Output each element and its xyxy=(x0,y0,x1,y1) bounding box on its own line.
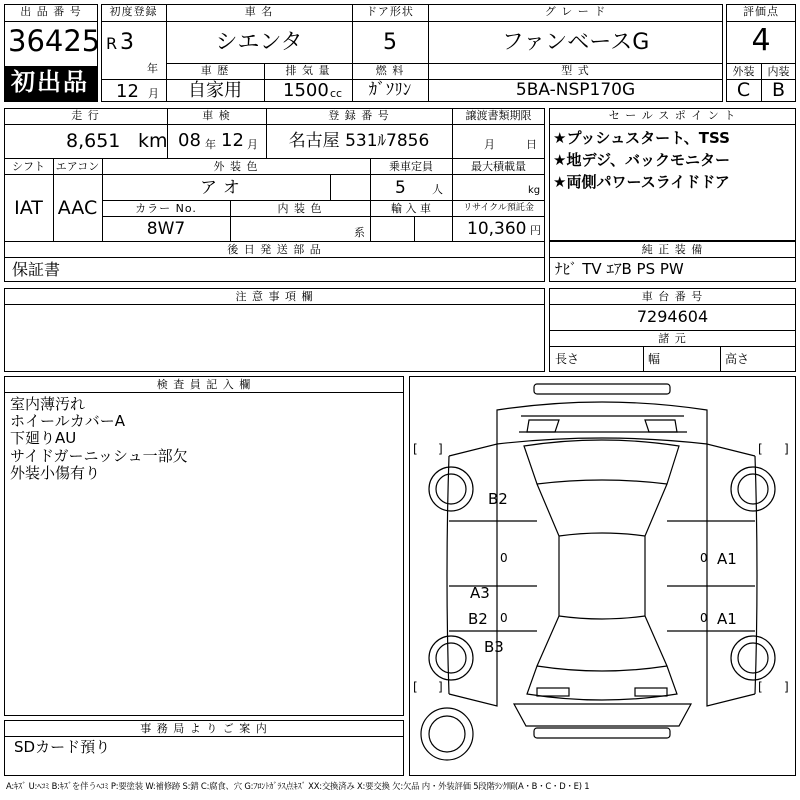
plate-label: 登 録 番 号 xyxy=(328,109,390,122)
legend: A:ｷｽﾞ U:ﾍｺﾐ B:ｷｽﾞを伴うﾍｺﾐ P:要塗装 W:補修跡 S:錆 C:腐食、穴 G:ﾌﾛﾝﾄｶﾞﾗｽ点ｷｽﾞ XX:交換済み X:要交換 欠:欠品 内・外装評価 5段階ﾗﾝｸ順(A・B・C・D・E) 1 xyxy=(6,781,590,791)
mark-b2-top: B2 xyxy=(488,490,508,508)
fuel-label: 燃 料 xyxy=(375,64,405,77)
doors: 5 xyxy=(383,30,397,55)
car-name: シエンタ xyxy=(215,30,303,55)
score-label: 評価点 xyxy=(743,5,779,18)
chassis-number: 7294604 xyxy=(636,307,709,326)
reg-year: 3 xyxy=(120,30,134,55)
mark-b3: B3 xyxy=(484,638,504,656)
dims-label: 諸 元 xyxy=(658,332,687,345)
zero-left-upper: 0 xyxy=(500,551,508,565)
equipment-label: 純 正 装 備 xyxy=(641,243,704,256)
mileage-unit: km xyxy=(138,130,168,152)
color-no-label: カラー No. xyxy=(135,202,197,215)
ext-color: アオ xyxy=(200,178,246,198)
inspector-line-2: ホイールカバーA xyxy=(10,412,125,430)
inspector-label: 検 査 員 記 入 欄 xyxy=(156,378,252,391)
inspector-line-3: 下廻りAU xyxy=(10,429,77,447)
inspection-year: 08 xyxy=(178,130,201,151)
bracket-right-open-low: [ xyxy=(758,680,763,694)
bracket-right-close-low: ] xyxy=(784,680,789,694)
int-color-label: 内 装 色 xyxy=(277,202,323,215)
inspection-month: 12 xyxy=(221,130,244,151)
year-unit: 年 xyxy=(147,62,158,75)
length-label: 長さ xyxy=(555,352,580,366)
model-label: 型 式 xyxy=(561,64,590,77)
sales-point-2: ★地デジ、バックモニター xyxy=(553,151,730,169)
month-unit: 月 xyxy=(148,87,159,100)
bracket-right-open: [ xyxy=(758,442,763,456)
width-label: 幅 xyxy=(648,352,661,366)
chassis-label: 車 台 番 号 xyxy=(641,290,704,303)
interior-label: 内装 xyxy=(767,65,790,78)
recycle-amount: 10,360 xyxy=(467,219,527,239)
zero-left-lower: 0 xyxy=(500,611,508,625)
exterior-label: 外装 xyxy=(732,65,755,78)
transfer-label: 譲渡書類期限 xyxy=(465,109,532,122)
sales-points-label: セ ー ル ス ポ イ ン ト xyxy=(608,109,737,122)
displacement-unit: cc xyxy=(330,87,343,100)
transfer-day-unit: 日 xyxy=(526,138,537,151)
plate: 名古屋 531ﾙ7856 xyxy=(288,131,430,151)
mark-a1-upper: A1 xyxy=(717,550,737,568)
first-reg-label: 初度登録 xyxy=(109,5,158,18)
recycle-label: リサイクル預託金 xyxy=(463,203,534,213)
car-diagram xyxy=(409,376,796,776)
int-color-unit: 系 xyxy=(354,226,365,239)
equipment-value: ﾅﾋﾞ TV ｴｱB PS PW xyxy=(555,260,684,278)
load-label: 最大積載量 xyxy=(471,160,526,173)
later-parts-label: 後 日 発 送 部 品 xyxy=(227,243,322,256)
zero-right-lower: 0 xyxy=(700,611,708,625)
fuel: ｶﾞｿﾘﾝ xyxy=(368,80,412,100)
first-listing-text: 初出品 xyxy=(11,68,89,96)
bracket-left-close: ] xyxy=(438,442,443,456)
exterior-score: C xyxy=(736,79,751,101)
mark-b2-bottom: B2 xyxy=(468,610,488,628)
height-label: 高さ xyxy=(725,352,750,366)
transfer-month-unit: 月 xyxy=(484,138,495,151)
inspector-line-1: 室内薄汚れ xyxy=(10,395,86,413)
office-message: SDカード預り xyxy=(14,738,111,756)
reg-month: 12 xyxy=(116,81,139,102)
bracket-right-close: ] xyxy=(784,442,789,456)
interior-score: B xyxy=(771,79,786,101)
zero-right-upper: 0 xyxy=(700,551,708,565)
bracket-left-open: [ xyxy=(413,442,418,456)
office-label: 事 務 局 よ り ご 案 内 xyxy=(140,722,268,735)
capacity-unit: 人 xyxy=(432,183,443,196)
inspector-line-4: サイドガーニッシュ一部欠 xyxy=(10,447,188,465)
inspection-month-unit: 月 xyxy=(247,138,258,151)
displacement-label: 排 気 量 xyxy=(285,64,331,77)
mark-a3: A3 xyxy=(470,584,490,602)
shift: IAT xyxy=(14,197,43,219)
later-parts: 保証書 xyxy=(12,260,61,279)
grade: ファンベースG xyxy=(501,30,650,55)
ext-color-label: 外 装 色 xyxy=(213,160,259,173)
mark-a1-lower: A1 xyxy=(717,610,737,628)
displacement: 1500 xyxy=(283,80,329,101)
load-unit: kg xyxy=(528,185,541,196)
shift-label: シフト xyxy=(12,160,45,173)
grade-label: グ レ ー ド xyxy=(544,5,607,18)
import-label: 輸 入 車 xyxy=(391,202,431,215)
car-name-label: 車 名 xyxy=(244,5,274,18)
mileage: 8,651 xyxy=(66,130,121,152)
lot-label: 出 品 番 号 xyxy=(20,5,82,18)
ac-label: エアコン xyxy=(55,160,100,173)
notes-label: 注 意 事 項 欄 xyxy=(235,290,314,303)
capacity: 5 xyxy=(395,178,406,198)
lot-number: 36425 xyxy=(8,24,101,58)
capacity-label: 乗車定員 xyxy=(389,160,433,173)
bracket-left-close-low: ] xyxy=(438,680,443,694)
inspector-line-5: 外装小傷有り xyxy=(10,464,101,482)
sales-point-1: ★プッシュスタート、TSS xyxy=(553,129,730,147)
score: 4 xyxy=(751,23,771,58)
door-label: ドア形状 xyxy=(366,5,414,18)
ac: AAC xyxy=(57,197,98,219)
model: 5BA-NSP170G xyxy=(515,80,636,100)
bracket-left-open-low: [ xyxy=(413,680,418,694)
history: 自家用 xyxy=(188,80,242,101)
color-no: 8W7 xyxy=(146,219,186,239)
history-label: 車 歴 xyxy=(200,64,230,77)
sales-point-3: ★両側パワースライドドア xyxy=(553,173,730,191)
inspection-year-unit: 年 xyxy=(205,138,216,151)
recycle-unit: 円 xyxy=(530,224,541,237)
inspection-label: 車 検 xyxy=(202,109,231,122)
era: R xyxy=(106,34,118,53)
mileage-label: 走 行 xyxy=(71,109,100,122)
